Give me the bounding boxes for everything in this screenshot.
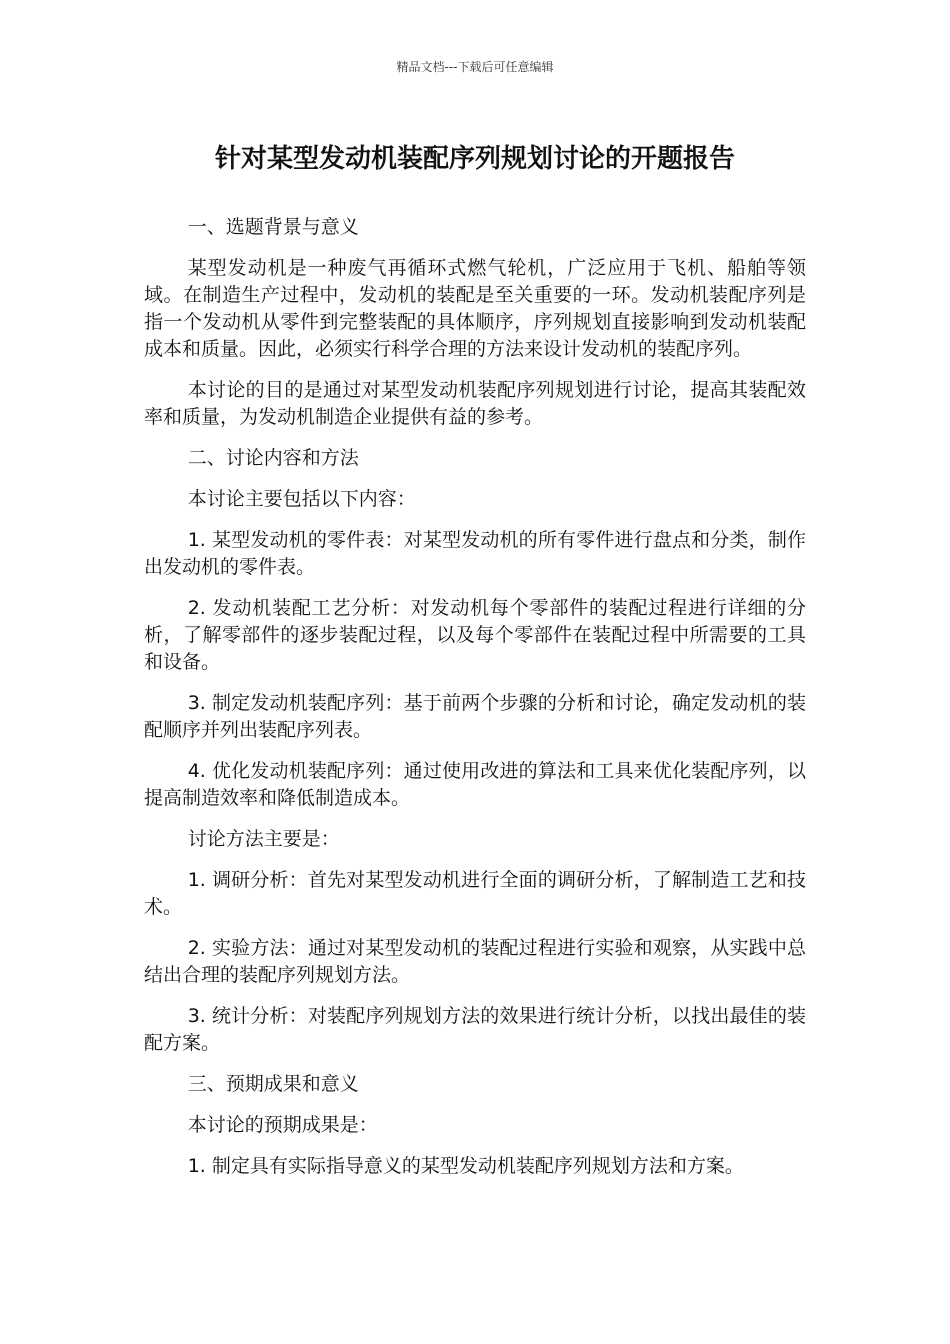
- paragraph: 本讨论的预期成果是：: [187, 1114, 378, 1136]
- section-heading-expected-results: 三、预期成果和意义: [187, 1073, 359, 1095]
- list-item: 2. 发动机装配工艺分析：对发动机每个零部件的装配过程进行详细的分析，了解零部件的逐步装配过程，以及每个零部件在装配过程中所需要的工具和设备。: [144, 597, 806, 673]
- document-body: [144, 214, 806, 1194]
- header-note: 精品文档---下载后可任意编辑: [396, 60, 554, 74]
- list-item: 1. 某型发动机的零件表：对某型发动机的所有零件进行盘点和分类，制作出发动机的零件表。: [144, 529, 806, 578]
- list-item: 1. 调研分析：首先对某型发动机进行全面的调研分析，了解制造工艺和技术。: [144, 869, 806, 918]
- paragraph: 某型发动机是一种废气再循环式燃气轮机，广泛应用于飞机、船舶等领域。在制造生产过程中，发动机的装配是至关重要的一环。发动机装配序列是指一个发动机从零件到完整装配的具体顺序，序列规划直接影响到发动机装配成本和质量。因此，必须实行科学合理的方法来设计发动机的装配序列。: [144, 257, 806, 360]
- paragraph: 讨论方法主要是：: [187, 828, 340, 850]
- paragraph: 本讨论的目的是通过对某型发动机装配序列规划进行讨论，提高其装配效率和质量，为发动机制造企业提供有益的参考。: [144, 379, 806, 428]
- section-heading-background: 一、选题背景与意义: [187, 216, 359, 238]
- list-item: 3. 制定发动机装配序列：基于前两个步骤的分析和讨论，确定发动机的装配顺序并列出装配序列表。: [144, 692, 806, 741]
- paragraph: 本讨论主要包括以下内容：: [187, 488, 416, 510]
- page-title: 针对某型发动机装配序列规划讨论的开题报告: [214, 144, 735, 174]
- list-item: 2. 实验方法：通过对某型发动机的装配过程进行实验和观察，从实践中总结出合理的装配序列规划方法。: [144, 937, 806, 986]
- section-heading-content-methods: 二、讨论内容和方法: [187, 447, 359, 469]
- list-item: 1. 制定具有实际指导意义的某型发动机装配序列规划方法和方案。: [187, 1155, 744, 1177]
- list-item: 4. 优化发动机装配序列：通过使用改进的算法和工具来优化装配序列，以提高制造效率和降低制造成本。: [144, 760, 806, 809]
- list-item: 3. 统计分析：对装配序列规划方法的效果进行统计分析，以找出最佳的装配方案。: [144, 1005, 806, 1054]
